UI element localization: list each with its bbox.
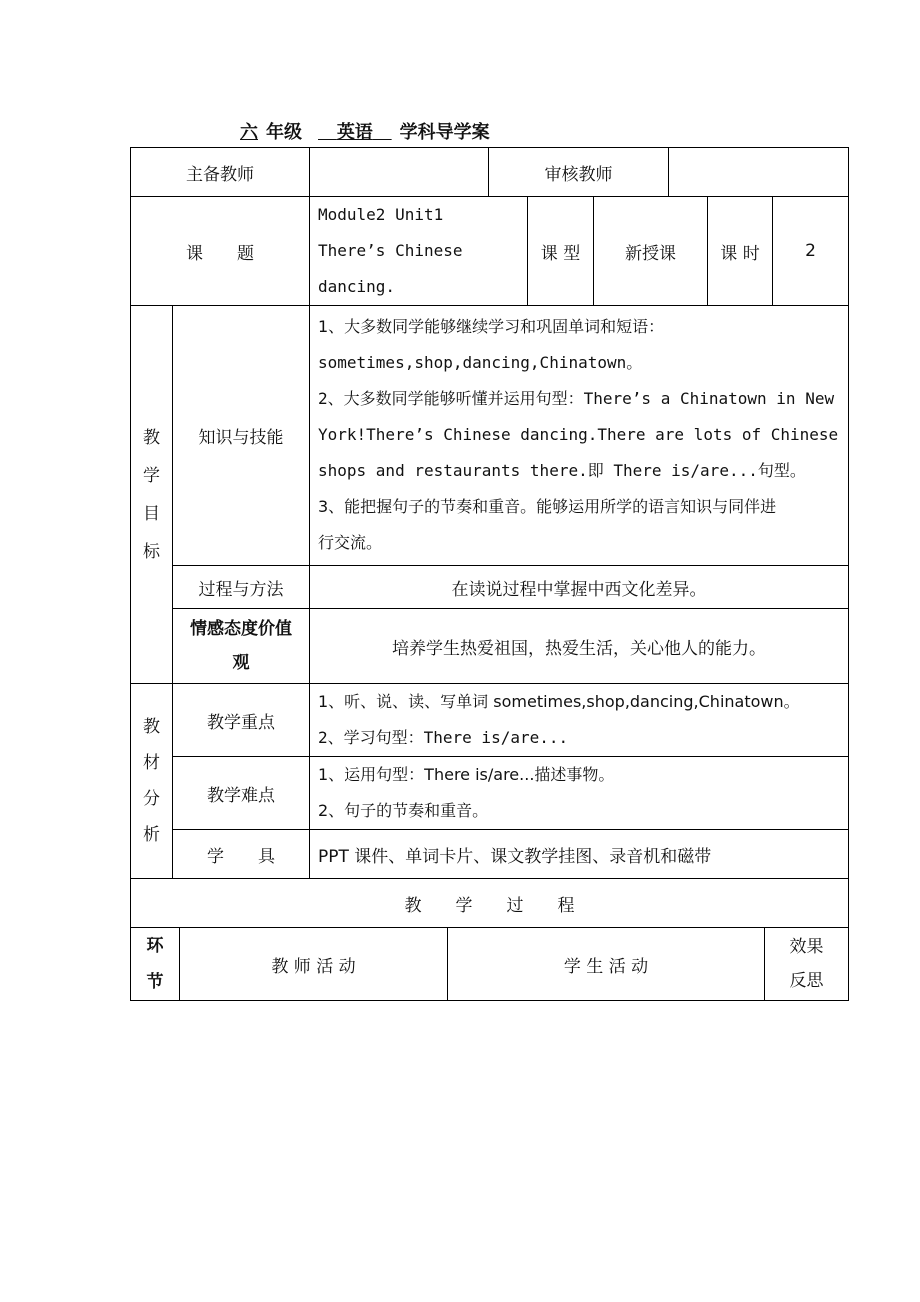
process-method-label: 过程与方法 [198,579,284,600]
goals-char: 学 [143,465,160,486]
knowledge-line: 行交流。 [318,533,383,552]
goals-char: 教 [143,427,160,448]
goals-char: 目 [143,503,160,524]
knowledge-line: 2、大多数同学能够听懂并运用句型：There’s a Chinatown in New [318,389,835,408]
reflection-header [765,928,848,1000]
knowledge-line: 3、能把握句子的节奏和重音。能够运用所学的语言知识与同伴进 [318,497,777,516]
materials-char: 教 [143,717,160,737]
lesson-type-value: 新授课 [625,243,676,264]
document-title [240,118,490,144]
reflection-line: 反思 [789,971,824,991]
knowledge-line: 1、大多数同学能够继续学习和巩固单词和短语： [318,317,665,336]
materials-char: 析 [143,825,160,845]
goals-char: 标 [143,541,160,562]
topic-line: dancing. [318,277,396,296]
stage-label-char: 环 [146,936,164,956]
key-point-line: 2、学习句型：There is/are... [318,728,569,747]
knowledge-skills-label: 知识与技能 [198,428,284,448]
learning-tools-value: PPT 课件、单词卡片、课文教学挂图、录音机和磁带 [318,846,712,867]
title-suffix: 学科导学案 [399,122,490,143]
knowledge-skills-content [318,309,848,563]
knowledge-line: sometimes,shop,dancing,Chinatown。 [318,353,643,372]
subject-text: 英语 [336,122,373,143]
knowledge-line: shops and restaurants there.即 There is/are...句型。 [318,461,806,480]
key-points-content [318,684,848,756]
key-points-label: 教学重点 [207,712,275,733]
materials-analysis-label [131,684,172,878]
key-point-line: 1、听、说、读、写单词 sometimes,shop,dancing,Chinatown。 [318,692,800,711]
reviewer-value[interactable] [669,148,848,196]
emotion-values-label [173,609,309,683]
knowledge-line: York!There’s Chinese dancing.There are lots of Chinese [318,425,839,444]
topic-line: There’s Chinese [318,241,463,260]
stage-label [131,928,179,1000]
difficult-points-label: 教学难点 [207,785,275,806]
reviewer-label: 审核教师 [544,164,613,185]
materials-char: 分 [143,789,160,809]
materials-char: 材 [143,753,160,773]
process-method-value: 在读说过程中掌握中西文化差异。 [451,579,707,600]
lesson-hours-label: 课 时 [720,243,760,264]
grade-suffix: 年级 [266,122,302,143]
emotion-label-line: 情感态度价值 [190,619,292,639]
student-activity-header: 学 生 活 动 [563,956,649,977]
learning-tools-label: 学 具 [207,846,275,867]
difficult-point-line: 2、句子的节奏和重音。 [318,801,489,820]
lesson-type-label: 课 型 [540,243,581,264]
topic-label: 课 题 [186,243,254,264]
topic-line: Module2 Unit1 [318,205,444,224]
lesson-hours-value: 2 [805,241,816,261]
teaching-goals-label [131,306,172,683]
reflection-line: 效果 [789,937,824,957]
difficult-points-content [318,757,848,829]
emotion-label-line: 观 [232,653,250,673]
grade-value: 六 [240,122,258,143]
subject-value [318,122,392,143]
teaching-process-title: 教 学 过 程 [404,895,575,916]
teacher-activity-header: 教 师 活 动 [271,956,356,977]
stage-label-char: 节 [146,972,164,992]
main-teacher-label: 主备教师 [186,164,254,185]
main-teacher-value[interactable] [310,148,488,196]
topic-value [318,197,527,305]
emotion-values-value: 培养学生热爱祖国，热爱生活，关心他人的能力。 [392,638,766,659]
difficult-point-line: 1、运用句型：There is/are...描述事物。 [318,765,615,784]
